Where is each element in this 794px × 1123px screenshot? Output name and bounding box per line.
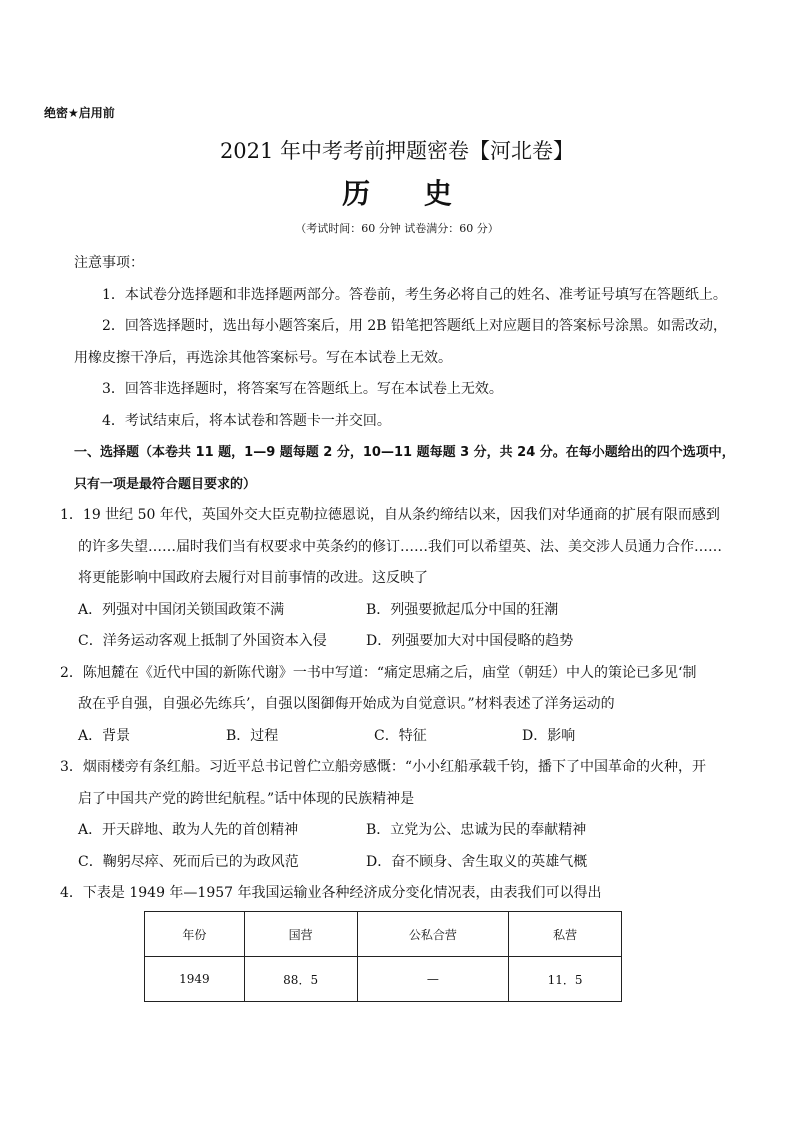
option-a: A．背景 bbox=[78, 727, 131, 744]
question-3 bbox=[60, 752, 734, 878]
notice-item: 3．回答非选择题时，将答案写在答题纸上。写在本试卷上无效。 bbox=[102, 381, 503, 397]
question-line: 3．烟雨楼旁有条红船。习近平总书记曾伫立船旁感慨：“小小红船承载千钧，播下了中国革命的火种，开 bbox=[60, 759, 707, 775]
option-b: B．过程 bbox=[226, 727, 279, 744]
question-2 bbox=[60, 658, 734, 753]
option-a: A．开天辟地、敢为人先的首创精神 bbox=[78, 822, 299, 838]
table-header-row bbox=[145, 912, 622, 957]
question-line: 2．陈旭麓在《近代中国的新陈代谢》一书中写道：“痛定思痛之后，庙堂（朝廷）中人的策论已多见‘制 bbox=[60, 664, 697, 681]
table-header-cell: 年份 bbox=[145, 912, 245, 957]
section-heading-cont: 只有一项是最符合题目要求的） bbox=[74, 476, 257, 492]
option-b: B．列强要掀起瓜分中国的狂潮 bbox=[366, 601, 559, 618]
question-line: 敌在乎自强，自强必先练兵’，自强以图御侮开始成为自觉意识。”材料表述了洋务运动的 bbox=[78, 696, 615, 712]
economy-table bbox=[144, 911, 622, 1002]
table-cell: 11．5 bbox=[509, 957, 622, 1002]
subject-title: 历 史 bbox=[342, 177, 474, 210]
option-row bbox=[60, 815, 734, 847]
option-d: D．影响 bbox=[522, 727, 576, 744]
section-heading: 一、选择题（本卷共 11 题，1—9 题每题 2 分，10—11 题每题 3 分，共 24 分。在每小题给出的四个选项中， bbox=[74, 445, 735, 460]
option-row bbox=[60, 626, 734, 658]
question-line: 将更能影响中国政府去履行对目前事情的改进。这反映了 bbox=[78, 570, 428, 586]
notice-item: 4．考试结束后，将本试卷和答题卡一并交回。 bbox=[102, 412, 391, 429]
option-row bbox=[60, 721, 734, 753]
question-4 bbox=[60, 878, 734, 910]
option-row bbox=[60, 847, 734, 879]
notice-item: 2．回答选择题时，选出每小题答案后，用 2B 铅笔把答题纸上对应题目的答案标号涂黑。如需改动， bbox=[102, 318, 728, 334]
option-d: D．列强要加大对中国侵略的趋势 bbox=[366, 633, 574, 649]
table-cell: 88．5 bbox=[244, 957, 357, 1002]
table-row bbox=[145, 957, 622, 1002]
notice-item: 用橡皮擦干净后，再选涂其他答案标号。写在本试卷上无效。 bbox=[74, 349, 452, 366]
option-c: C．洋务运动客观上抵制了外国资本入侵 bbox=[78, 633, 327, 649]
notice-heading: 注意事项： bbox=[74, 255, 144, 271]
secret-label: 绝密★启用前 bbox=[44, 106, 115, 120]
exam-body bbox=[60, 248, 735, 910]
option-b: B．立党为公、忠诚为民的奉献精神 bbox=[366, 822, 587, 838]
option-c: C．鞠躬尽瘁、死而后已的为政风范 bbox=[78, 853, 299, 870]
option-row bbox=[60, 595, 734, 627]
question-1 bbox=[60, 500, 734, 658]
option-c: C．特征 bbox=[374, 727, 427, 744]
table-cell: — bbox=[357, 957, 509, 1002]
question-line: 4．下表是 1949 年—1957 年我国运输业各种经济成分变化情况表，由表我们可以得出 bbox=[60, 885, 602, 901]
question-line: 启了中国共产党的跨世纪航程。”话中体现的民族精神是 bbox=[78, 790, 415, 807]
exam-title: 2021 年中考考前押题密卷【河北卷】 bbox=[219, 139, 575, 163]
exam-meta: （考试时间：60 分钟 试卷满分：60 分） bbox=[295, 222, 499, 235]
table-header-cell: 私营 bbox=[509, 912, 622, 957]
option-d: D．奋不顾身、舍生取义的英雄气概 bbox=[366, 853, 588, 870]
table-header-cell: 公私合营 bbox=[357, 912, 509, 957]
table-header-cell: 国营 bbox=[244, 912, 357, 957]
table-cell: 1949 bbox=[145, 957, 245, 1002]
question-line: 1．19 世纪 50 年代，英国外交大臣克勒拉德恩说，自从条约缔结以来，因我们对华通商的扩展有限而感到 bbox=[60, 507, 720, 523]
option-a: A．列强对中国闭关锁国政策不满 bbox=[78, 601, 285, 618]
notice-item: 1．本试卷分选择题和非选择题两部分。答卷前，考生务必将自己的姓名、准考证号填写在答题纸上。 bbox=[102, 286, 727, 303]
question-line: 的许多失望……届时我们当有权要求中英条约的修订……我们可以希望英、法、美交涉人员通力合作…… bbox=[78, 538, 722, 555]
